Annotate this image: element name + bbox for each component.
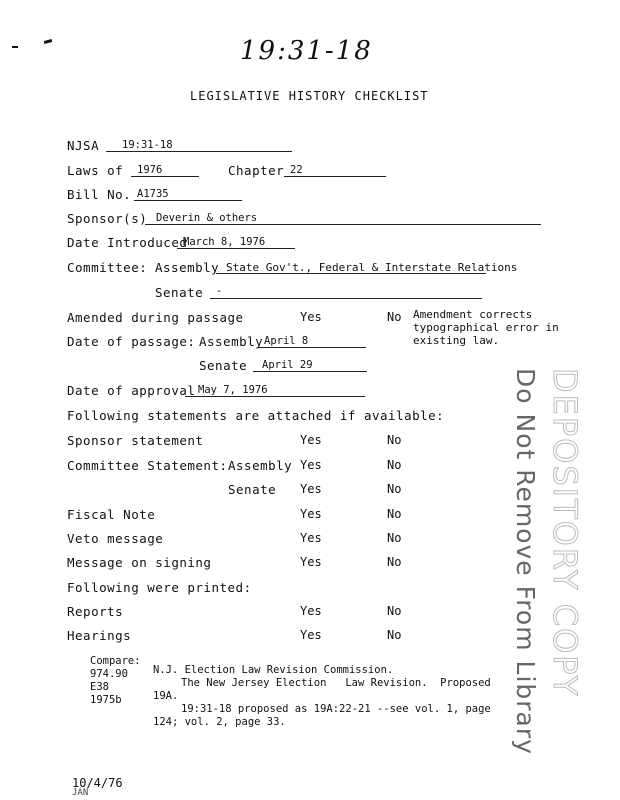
chapter-label: Chapter xyxy=(228,163,285,178)
compare-line: 124; vol. 2, page 33. xyxy=(153,716,286,728)
passage-assembly-value: April 8 xyxy=(264,335,309,347)
chapter-underline xyxy=(284,176,386,177)
committee-assembly-label: Assembly xyxy=(155,260,220,275)
fiscal-note-label: Fiscal Note xyxy=(67,507,156,522)
compare-call-number: 974.90 xyxy=(90,668,128,680)
sponsor-underline xyxy=(145,224,541,225)
committee-senate-label: Senate xyxy=(155,285,204,300)
amended-yes: Yes xyxy=(300,310,322,324)
compare-label: Compare: xyxy=(90,655,141,667)
amended-label: Amended during passage xyxy=(67,310,244,325)
laws-label: Laws of xyxy=(67,163,124,178)
laws-underline xyxy=(131,176,199,177)
committee-statement-assembly-label: Assembly xyxy=(228,458,293,473)
date-introduced-value: March 8, 1976 xyxy=(183,236,266,248)
hearings-yes: Yes xyxy=(300,628,322,642)
laws-value: 1976 xyxy=(137,164,163,176)
sponsor-statement-label: Sponsor statement xyxy=(67,433,204,448)
amended-note-line: typographical error in xyxy=(413,321,559,334)
fiscal-note-no: No xyxy=(387,507,402,521)
reports-label: Reports xyxy=(67,604,124,619)
compare-call-number: 1975b xyxy=(90,694,122,706)
hearings-label: Hearings xyxy=(67,628,132,643)
amended-no: No xyxy=(387,310,402,324)
njsa-value: 19:31-18 xyxy=(122,139,173,151)
committee-statement-senate-no: No xyxy=(387,482,402,496)
passage-assembly-label: Assembly xyxy=(199,334,264,349)
njsa-label: NJSA xyxy=(67,138,100,153)
amended-note-line: Amendment corrects xyxy=(413,308,533,321)
committee-statement-assembly-yes: Yes xyxy=(300,458,322,472)
bill-underline xyxy=(134,200,242,201)
sponsor-statement-yes: Yes xyxy=(300,433,322,447)
veto-message-label: Veto message xyxy=(67,531,164,546)
approval-value: May 7, 1976 xyxy=(198,384,268,396)
message-signing-yes: Yes xyxy=(300,555,322,569)
page-title: LEGISLATIVE HISTORY CHECKLIST xyxy=(190,89,429,103)
footer-stamp: JAN xyxy=(72,788,89,798)
sponsor-value: Deverin & others xyxy=(156,212,258,224)
fiscal-note-yes: Yes xyxy=(300,507,322,521)
veto-message-no: No xyxy=(387,531,402,545)
committee-statement-senate-label: Senate xyxy=(228,482,277,497)
passage-senate-label: Senate xyxy=(199,358,248,373)
hearings-no: No xyxy=(387,628,402,642)
printed-heading: Following were printed: xyxy=(67,580,252,595)
committee-statement-label: Committee Statement: xyxy=(67,458,228,473)
committee-assembly-value: State Gov't., Federal & Interstate Relations xyxy=(226,261,518,274)
date-introduced-underline xyxy=(177,248,295,249)
handwritten-number: 19:31-18 xyxy=(240,36,373,66)
depository-stamp xyxy=(498,368,588,755)
message-signing-label: Message on signing xyxy=(67,555,212,570)
compare-line: 19A. xyxy=(153,690,179,702)
committee-label: Committee: xyxy=(67,260,148,275)
bill-label: Bill No. xyxy=(67,187,132,202)
passage-senate-value: April 29 xyxy=(262,359,313,371)
date-introduced-label: Date Introduced xyxy=(67,235,188,250)
passage-assembly-underline xyxy=(258,347,366,348)
compare-line: N.J. Election Law Revision Commission. xyxy=(153,664,394,676)
compare-line: 19:31-18 proposed as 19A:22-21 --see vol. 1, page xyxy=(181,703,491,715)
passage-senate-underline xyxy=(253,371,367,372)
approval-label: Date of approval xyxy=(67,383,196,398)
chapter-value: 22 xyxy=(290,164,303,176)
compare-call-number: E38 xyxy=(90,681,109,693)
veto-message-yes: Yes xyxy=(300,531,322,545)
reports-yes: Yes xyxy=(300,604,322,618)
stray-mark xyxy=(44,39,53,44)
committee-statement-senate-yes: Yes xyxy=(300,482,322,496)
reports-no: No xyxy=(387,604,402,618)
bill-value: A1735 xyxy=(137,188,169,200)
sponsor-statement-no: No xyxy=(387,433,402,447)
committee-senate-value: - xyxy=(216,285,223,297)
compare-line: The New Jersey Election Law Revision. Proposed xyxy=(181,677,491,689)
committee-senate-underline xyxy=(210,298,482,299)
stray-mark xyxy=(12,46,18,48)
njsa-underline xyxy=(106,151,292,152)
amended-note-line: existing law. xyxy=(413,334,500,347)
stamp-line-1: Do Not Remove From Library xyxy=(511,368,540,755)
committee-statement-assembly-no: No xyxy=(387,458,402,472)
passage-label: Date of passage: xyxy=(67,334,196,349)
sponsor-label: Sponsor(s) xyxy=(67,211,148,226)
footer-date: 10/4/76 xyxy=(72,776,123,790)
message-signing-no: No xyxy=(387,555,402,569)
stamp-line-2: DEPOSITORY COPY xyxy=(546,368,584,698)
approval-underline xyxy=(185,396,365,397)
statements-heading: Following statements are attached if available: xyxy=(67,408,445,423)
